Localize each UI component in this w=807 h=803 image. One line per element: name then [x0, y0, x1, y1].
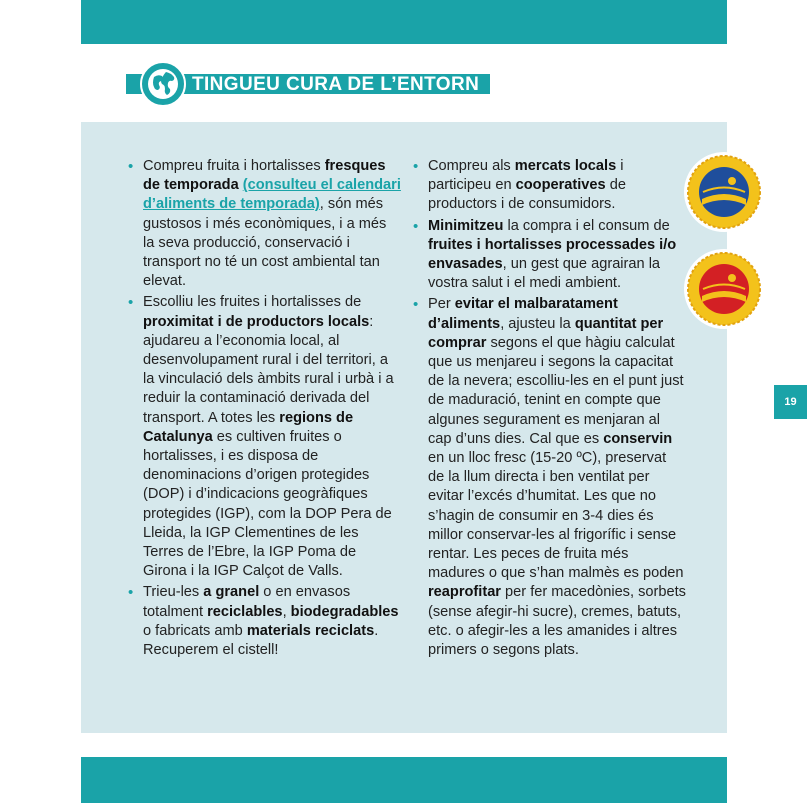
top-color-band [81, 0, 727, 44]
list-item: • Compreu als mercats locals i participeu en cooperatives de productors i de consumidors. [428, 157, 686, 215]
list-item: • Per evitar el malbaratament d’aliments, ajusteu la quantitat per comprar segons el que hàgiu calculat que us menjareu i segons la capacitat de la nevera; escolliu-les en el punt just de maduració, tenint en compte que algunes segurament es menjaran al cap d’uns dies. Cal que es conservin en un lloc fresc (15-20 ºC), preservat de la llum directa i ben ventilat per evitar l’excés d’humitat. Les que no s’hagin de consumir en 3-4 dies és millor conservar-les al frigorífic i sense rentar. Les peces de fruita més madures o que s’han malmès es poden reaprofitar per fer macedònies, sorbets (sense afegir-hi sucre), cremes, batuts, etc. o afegir-les a les amanides i altres primers o segons plats. [428, 295, 686, 660]
globe-icon-graphic [142, 63, 184, 105]
left-column [143, 157, 401, 662]
list-item: • Compreu fruita i hortalisses fresques de temporada (consulteu el calendari d’aliments de temporada), són més gustosos i més econòmiques, i a més la seva producció, conservació i transport no té un cost ambiental tan elevat. [143, 157, 401, 291]
seasonal-calendar-link[interactable]: (consulteu el calendari d’aliments de temporada) [143, 177, 401, 213]
list-item: • Escolliu les fruites i hortalisses de proximitat i de productors locals: ajudareu a l’economia local, al desenvolupament rural i del territori, a la vinculació dels àmbits rural i urbà i a reduir la contaminació derivada del transport. A totes les regions de Catalunya es cultiven fruites o hortalisses, i es disposa de denominacions d’origen protegides (DOP) i d’indicacions geogràfiques protegides (IGP), com la DOP Pera de Lleida, la IGP Clementines de les Terres de l’Ebre, la IGP Poma de Girona i la IGP Calçot de Valls. [143, 293, 401, 581]
bottom-color-band [81, 757, 727, 803]
heading-title: TINGUEU CURA DE L’ENTORN [192, 74, 480, 95]
dop-seal-graphic [683, 248, 765, 330]
dop-seal-icon [683, 248, 765, 330]
globe-icon [140, 61, 186, 107]
list-item: • Minimitzeu la compra i el consum de fruites i hortalisses processades i/o envasades, un gest que agrairan la vostra salut i el medi ambient. [428, 217, 686, 294]
igp-seal-icon [683, 151, 765, 233]
igp-seal-graphic [683, 151, 765, 233]
right-column [428, 157, 686, 662]
list-item: • Trieu-les a granel o en envasos totalment reciclables, biodegradables o fabricats amb materials reciclats. Recuperem el cistell! [143, 583, 401, 660]
page-number: 19 [774, 385, 807, 419]
